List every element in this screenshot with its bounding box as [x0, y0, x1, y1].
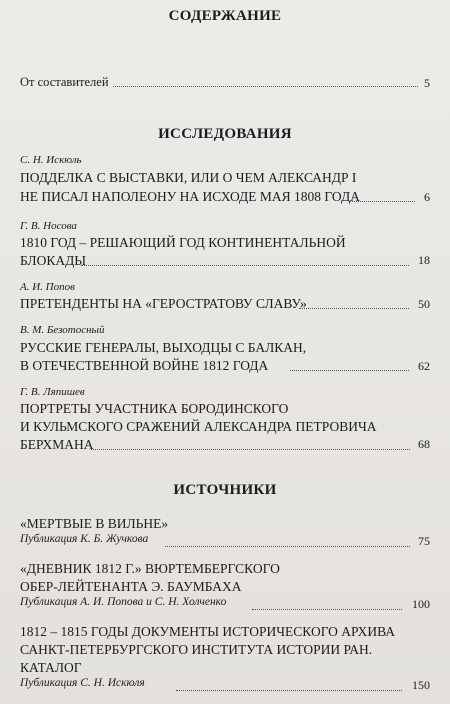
research-heading: ИССЛЕДОВАНИЯ [158, 126, 292, 142]
publication-credit: Публикация С. Н. Искюля [20, 677, 145, 689]
contents-heading: СОДЕРЖАНИЕ [168, 8, 282, 24]
entry-title-line: РУССКИЕ ГЕНЕРАЛЫ, ВЫХОДЦЫ С БАЛКАН, [20, 340, 307, 355]
leader [350, 201, 415, 202]
entry-title-line: КАТАЛОГ [20, 660, 82, 675]
leader [176, 690, 402, 691]
page-number: 50 [418, 297, 430, 311]
page-number: 100 [412, 597, 430, 611]
publication-credit: Публикация А. И. Попова и С. Н. Холченко [20, 596, 227, 608]
entry-title-line: 1810 ГОД – РЕШАЮЩИЙ ГОД КОНТИНЕНТАЛЬНОЙ [20, 235, 346, 250]
entry-title-line: ПОДДЕЛКА С ВЫСТАВКИ, ИЛИ О ЧЕМ АЛЕКСАНДР I [20, 170, 357, 185]
page-number: 62 [418, 359, 430, 373]
author: Г. В. Носова [20, 220, 77, 232]
entry-title-line: ПОРТРЕТЫ УЧАСТНИКА БОРОДИНСКОГО [20, 401, 289, 416]
entry-title-line: И КУЛЬМСКОГО СРАЖЕНИЙ АЛЕКСАНДРА ПЕТРОВИЧА [20, 419, 377, 434]
entry-title-line: В ОТЕЧЕСТВЕННОЙ ВОЙНЕ 1812 ГОДА [20, 358, 269, 373]
leader [165, 546, 410, 547]
author: Г. В. Ляпишев [20, 386, 85, 398]
leader [113, 86, 418, 87]
entry-title-line: БЛОКАДЫ [20, 253, 87, 268]
page-number: 75 [418, 534, 430, 548]
author: С. Н. Искюль [20, 154, 82, 166]
leader [252, 609, 402, 610]
entry-title-line: ОБЕР-ЛЕЙТЕНАНТА Э. БАУМБАХА [20, 579, 242, 594]
author: В. М. Безотосный [20, 324, 105, 336]
entry-title-line: БЕРХМАНА [20, 437, 94, 452]
leader [290, 370, 409, 371]
entry-title-line: 1812 – 1815 ГОДЫ ДОКУМЕНТЫ ИСТОРИЧЕСКОГО АРХИВА [20, 624, 395, 639]
page-number: 6 [424, 190, 430, 204]
author: А. И. Попов [20, 281, 75, 293]
intro-label: От составителей [20, 75, 109, 89]
entry-title-line: САНКТ-ПЕТЕРБУРГСКОГО ИНСТИТУТА ИСТОРИИ РАН. [20, 642, 373, 657]
page-number: 150 [412, 678, 430, 692]
entry-title-line: НЕ ПИСАЛ НАПОЛЕОНУ НА ИСХОДЕ МАЯ 1808 ГОДА [20, 189, 360, 204]
publication-credit: Публикация К. Б. Жучкова [20, 533, 149, 545]
page-number: 18 [418, 253, 430, 267]
sources-heading: ИСТОЧНИКИ [173, 482, 277, 498]
entry-title-line: «МЕРТВЫЕ В ВИЛЬНЕ» [20, 516, 169, 531]
entry-title-line: «ДНЕВНИК 1812 Г.» ВЮРТЕМБЕРГСКОГО [20, 561, 280, 576]
entry-title-line: ПРЕТЕНДЕНТЫ НА «ГЕРОСТРАТОВУ СЛАВУ» [20, 296, 307, 311]
leader [91, 449, 410, 450]
page-number: 5 [424, 76, 430, 90]
leader [299, 308, 409, 309]
leader [81, 265, 409, 266]
page-number: 68 [418, 437, 430, 451]
